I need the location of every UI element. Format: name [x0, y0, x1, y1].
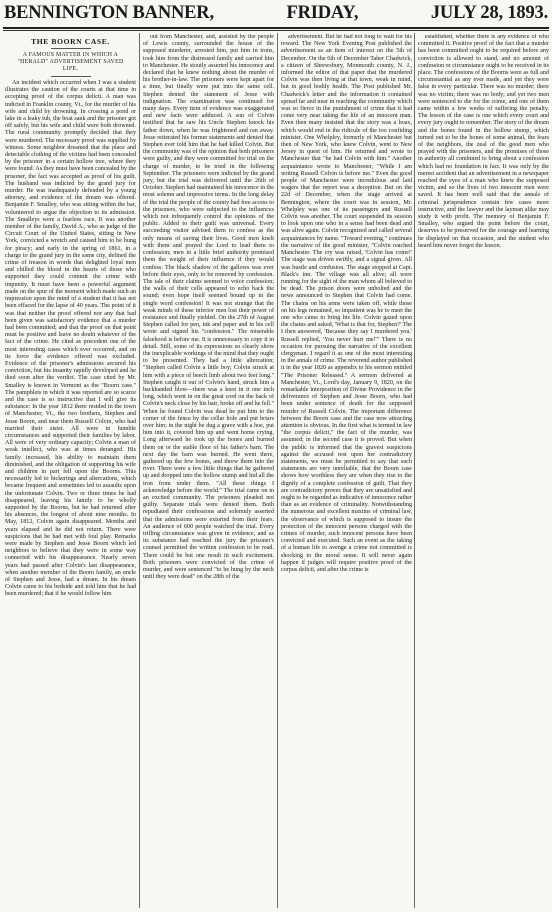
masthead-rule-thick [3, 27, 549, 29]
column-3 [281, 34, 412, 906]
column-1 [5, 34, 136, 906]
paper-name: BENNINGTON BANNER, [4, 3, 214, 23]
article-headline: THE BOORN CASE. [31, 37, 110, 46]
column-divider [414, 33, 415, 908]
column-divider [139, 33, 140, 908]
column-4 [418, 34, 549, 906]
column-3-text: advertisement. But he had not long to wait for his reward. The New York Evening Post published the advertisement as an item of interest on the 5th of December. On the 6th of December Taber Chadwick, a citizen of Shrewsbury, Monmouth county, N. J., informed the editor of that paper that the murdered Colvin was then living at that town, weak in mind, but in good bodily health. The Post published Mr. Chadwick's letter and the information it contained spread far and near in reaching the community which was so fierce in the punishment of crime that it had come very near taking the life of an innocent man. Even then many insisted that the story was a hoax, which would end in the ridicule of the too confiding minister. One Whelpley, formerly of Manchester but then of New York, who knew Colvin, went to New Jersey in quest of him. He returned and wrote to Manchester that "he had Colvin with him." Another acquaintance wrote to Manchester, "While I am writing Russell Colvin is before me." Even the good people of Manchester were incredulous and laid wagers that the report was a deception. But on the 22d of December, when the stage arrived at Bennington, where the court was in session, Mr. Whelpley was one of its passengers and Russell Colvin was another. The court suspended its session to look upon one who in a sense had been dead and was alive again. Colvin recognized and called several acquaintances by name. "Toward evening," continues the narrative of the good minister, "Colvin reached Manchester. The cry was raised, 'Colvin has come!' The stage was driven swiftly, and a signal given. All was bustle and confusion. The stage stopped at Capt. Black's inn. The village was all alive; all were running for the sight of the man whom all believed to be dead. The prison doors were unbolted and the news announced to Stephen that Colvin had come. The chains on his arms were taken off, while those on his legs remained, so impatient was he to meet the one who came to bring his life. Colvin gazed upon the chains and asked, 'What is that for, Stephen?' The I then answered, 'Because they say I murdered you.' Russell replied, 'You never hurt me!'" There is no occasion for pursuing the narrative of the excellent clergyman. I regard it as one of the most interesting in the annals of crime. The reverend author published it in the year 1820 as appendix to his sermon entitled "The Prisoner Released." A sermon delivered at Manchester, Vt., Lord's day, January 9, 1820, on the remarkable interposition of Divine Providence in the deliverance of Stephen and Jesse Boorn, who had been under sentence of death for the supposed murder of Russell Colvin. The important difference between the Boorn case and the case now attracting attention is obvious. In the first what is termed in law "the corpus delicti," the fact of the murder, was assumed; in the second case it is proved. But when the public is informed that the gravest suspicions against the accused rest upon her contradictory statements, we must be permitted to say that such statements are very unreliable, that the Boorn case shows how worthless they are when they rise to the dignity of a complete confession of guilt. That they are contradictory proves that they are unsatisfied and ought to be regarded as indicative of innocence rather than as an evidence of criminality. Notwithstanding the numerous and excellent maxims of criminal law, the observance of which is supposed to insure the protection of the innocent persons charged with the crimes of murder, such innocent persons have been convicted and executed. Such an event as the taking of a human life to avenge a crime not committed is shocking to the moral sense. It will never again happen if judges will require positive proof of the corpus delicti, and after the crime is [281, 34, 412, 574]
column-4-text: established, whether there is any evidence of who committed it. Positive proof of the fact that a murder has been committed ought to be required before any conviction is allowed to stand, and no amount of confession or circumstance ought to be received in its place. The confessions of the Boorns were as full and circumstantial as any ever made, and yet they were false in every particular. There was no murder; there was no victim; there was no body; and yet two men were sentenced to die for the crime, and one of them came within a few weeks of suffering the penalty. The lesson of the case is one which every court and every jury ought to remember. The story of the dream and the bones found in the hollow stump, which turned out to be the bones of some animal, the fears of the neighbors, the zeal of the good men who prayed with the prisoners, and the promises of those in authority all combined to bring about a confession which had no foundation in fact. It was only by the merest accident that an advertisement in a newspaper reached the eyes of a man who knew the supposed victim, and so the lives of two innocent men were saved. It has been well said that the annals of criminal jurisprudence contain few cases more instructive, and the lawyer and the layman alike may study it with profit. The memory of Benjamin F. Smalley, who argued the point before the court, deserves to be preserved for the courage and learning he displayed on that occasion, and the student who heard him never forgot the lesson. [418, 34, 549, 249]
column-2-text: out from Manchester, and, assisted by the people of Lewis county, surrounded the house of the supposed murderer, arrested him, put him in irons, took him from the distressed family and carried him to Manchester. He stoutly asserted his innocence and declared that he knew nothing about the murder of his brother-in-law. The prisoners were kept apart for a time, but finally were put into the same cell. Stephen denied the statement of Jesse with indignation. The examination was continued for many days. Every item of evidence was exaggerated and new facts were adduced. A son of Colvin testified that he saw his Uncle Stephen knock his father down, when he was frightened and ran away. Jesse reiterated his former statements and denied that Stephen ever told him that he had killed Colvin. But the community was of the opinion that both prisoners were guilty, and they were committed for trial on the charge of murder, to be tried in the following September. The prisoners were indicted by the grand jury, but the trial was delivered until the 26th of October. Stephen had maintained his innocence in the most solemn and impressive terms. In the long delay of the trial the people of the county had free access to the prisoners, who were subjected to the influences which not infrequently control the opinions of the public. Added to their guilt was universal. Every succeeding visitor advised them to confess as the only means of saving their lives. Good men knelt with them and prayed the Lord to lead them to confession; men in a little brief authority promised them the weight of their influence if they would confess. The black shadow of the gallows was ever before their eyes, only to be removed by confession. The tale of their claims seemed to voice confession; the walls of their cells appeared to echo back the sound; even hope itself seemed bound up in the single word confession! It was not strange that the weak minds of these inferior men lost their power of resistance and finally yielded. On the 27th of August Stephen called for pen, ink and paper and in his cell wrote and signed his "confession." The miserable falsehood is before me. It is unnecessary to copy it in detail. Still, some of its expressions so clearly show the inexplicable workings of the mind that they ought to be presented. They had a little altercation; "Stephen called Colvin a little boy; Colvin struck at him with a piece of beech limb about two feet long." Stephen caught it out of Colvin's hand, struck him a backhanded blow—there was a knot in it one inch long, which went in on the great cord on the back of Colvin's neck close by his hair, broke off and he fell." When he found Colvin was dead he put him to the corner of the fence by the cellar hole and put briars over him; in the night he dug a grave with a hoe, put him into it, covered him up and went home crying. Long afterward he took up the bones and burned them on or the stable floor of his father's barn. The next day the barn was burned. He went there, gathered up the few bones, and threw them into the river. There were a few little things that he gathered up and dropped into the hollow stump and hid all the iron from under them. "All these things I acknowledge before the world." The trial came on in an excited community. The prisoners pleaded not guilty. Separate trials were denied them. Both repudiated their confessions and solemnly asserted that the admissions were extorted from their fears. An audience of 600 people watched the trial. Every trifling circumstance was given in evidence, and as its substance had reached the jury the prisoner's counsel permitted the written confession to be read. There could be but one result in such excitement. Both prisoners were convicted of the crime of murder, and were sentenced "to be hung by the neck until they were dead" on the 28th of the [143, 34, 274, 581]
column-1-text: An incident which occurred when I was a student illustrates the caution of the courts at that time in accepting proof of the corpus delicti. A man was indicted in Franklin county, Vt., for the murder of his wife and child by drowning. In crossing a pond or lake in a leaky tub, the boat sank and the prisoner got off safely, but his wife and child were both drowned. The rural community promptly decided that they were murdered. The necessary proof was supplied by witness. Some neighbor dreamed that the place and detectable clothing of the victims had been concealed by the prisoner in a certain hollow tree, where they were found. As they must have been concealed by the prisoner, the fact was accepted as proof of his guilt. The husband was indicted by the grand jury for murder. He was inadequately defended by a young attorney, and evidence of the dream was offered. Benjamin F. Smalley, who was sitting within the bar, volunteered to argue the objection to its admission. The Smalleys were a fearless race. It was another member of the family, David A., who as judge of the Circuit Court of the United States, sitting in New York, convicted a wretch and caused him to be hung for piracy; and early in the spring of 1861, in a charge to the grand jury in the same city, defined the crime of treason in words that delighted loyal men and chilled the blood in the hearts of those who supported they could commit the crime with impunity. It must have been a powerful argument made on the spur of the moment which made such an impression upon the mind of a student that it has not been effaced for the lapse of 40 years. The point of it was that neither the proof offered nor any that had been given was satisfactory evidence that a murder had been committed; and that the proof on that point must be positive and leave no doubt whatever of the fact of the crime. He cited as precedent one of the most interesting cases which ever occurred, and on its force the evidence offered was excluded. Evidence of the prisoner's admissions secured his conviction, but his insanity rapidly developed and he died soon after the verdict. The case cited by Mr. Smalley is known in Vermont as the "Boorn case." The pamphlets in which it was reported are so scarce and the case is so instructive that I will give its substance: In the year 1812 there resided in the town of Manchester, Vt., the two brothers, Stephen and Jesse Boorn, and near them Russell Colvin, who had married their sister. All were in humble circumstances and supported their families by labor. All were of very ordinary capacity; Colvin a man of weak intellect, who was at times deranged. His family increased, his ability to maintain them diminished, and the obligation of supporting his wife and children in part fell upon the Boorns. This necessarily led to bickerings and altercations, which became frequent and sometimes led to assaults upon the unfortunate Colvin. Two or three times he had disappeared, leaving his family to be wholly supported by the Boorns, but he had returned after his absences, the longest of about nine months. In May, 1812, Colvin again disappeared. Months and years elapsed and he did not return. There were suspicions that he had met with foul play. Remarks were made by Stephen and Jesse Boorn which led neighbors to believe that they were in some way connected with his disappearance. Nearly seven years had passed after Colvin's last disappearance, when another member of the Boorn family, an uncle of Stephen and Jesse, had a dream. In his dream Colvin came to his bedside and told him that he had been murdered; that if he would follow him [5, 80, 136, 598]
weekday: FRIDAY, [286, 3, 359, 23]
headline-rule [51, 48, 91, 49]
masthead [4, 2, 548, 24]
issue-date: JULY 28, 1893. [430, 3, 548, 23]
subhead-rule [51, 76, 91, 77]
article-subhead: A FAMOUS MATTER IN WHICH A "HERALD" ADVERTISEMENT SAVED LIFE. [17, 52, 124, 72]
masthead-rule-thin [3, 30, 549, 31]
column-2 [143, 34, 274, 906]
column-divider [277, 33, 278, 908]
